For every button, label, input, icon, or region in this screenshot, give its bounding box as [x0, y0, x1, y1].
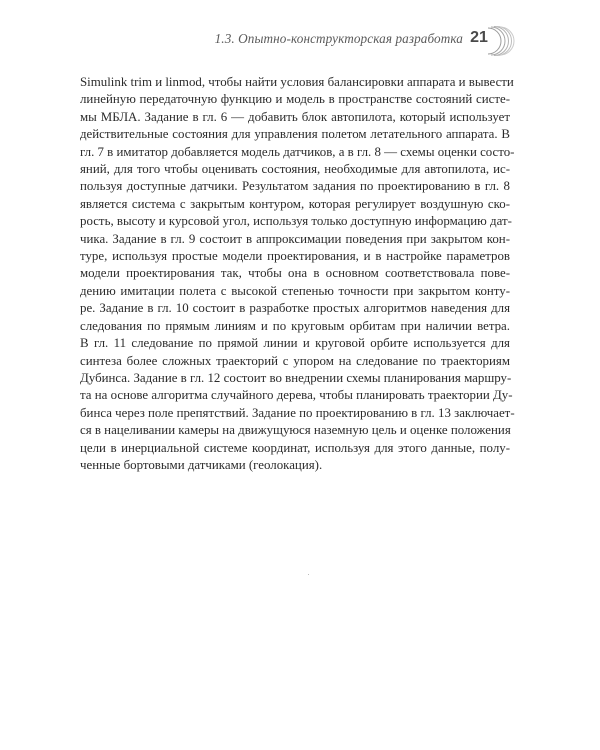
- text-line: ре. Задание в гл. 10 состоит в разработке простых алгоритмов наведения для: [80, 301, 510, 316]
- text-line: бинса через поле препятствий. Задание по проектированию в гл. 13 заключает-: [80, 405, 515, 420]
- text-line: та на основе алгоритма случайного дерева, чтобы планировать траектории Ду-: [80, 388, 513, 403]
- text-line: линейную передаточную функцию и модель в пространстве состояний систе-: [80, 92, 510, 107]
- text-line: ся в нацеливании камеры на движущуюся наземную цель и оценке положения: [80, 423, 511, 438]
- text-line: дению имитации полета с высокой степенью точности при закрытом конту-: [80, 283, 510, 298]
- text-line: туре, используя простые модели проектирования, и в настройке параметров: [80, 249, 510, 264]
- text-line: ченные бортовыми датчиками (геолокация).: [80, 457, 323, 472]
- arc-2: [491, 27, 505, 55]
- text-line: цели в инерциальной системе координат, используя для этого данные, полу-: [80, 440, 510, 455]
- text-line: следования по прямым линиям и по круговым орбитам при наличии ветра.: [80, 318, 510, 333]
- running-header: [0, 26, 600, 56]
- text-line: мы МБЛА. Задание в гл. 6 — добавить блок автопилота, который использует: [80, 109, 510, 124]
- scan-speck: [308, 574, 309, 575]
- arc-1: [488, 28, 501, 54]
- section-title: 1.3. Опытно-конструкторская разработка: [214, 31, 463, 46]
- text-line: модели проектирования так, чтобы она в основном соответствовала пове-: [80, 266, 510, 281]
- page-number-mark: [468, 26, 524, 56]
- page-number-arcs: [482, 26, 522, 56]
- body-paragraph: [80, 74, 515, 474]
- text-line: яний, для того чтобы оценивать состояния, необходимые для автопилота, ис-: [80, 162, 510, 177]
- text-line: действительные состояния для управления полетом летательного аппарата. В: [80, 127, 510, 142]
- text-line: В гл. 11 следование по прямой линии и круговой орбите используется для: [80, 336, 510, 351]
- page-number: 21: [470, 29, 488, 46]
- text-line: пользуя доступные датчики. Результатом задания по проектированию в гл. 8: [80, 179, 510, 194]
- text-line: является система с закрытым контуром, которая регулирует воздушную ско-: [80, 196, 510, 211]
- text-line: рость, высоту и курсовой угол, используя только доступную информацию дат-: [80, 214, 512, 229]
- text-line: чика. Задание в гл. 9 состоит в аппроксимации поведения при закрытом кон-: [80, 231, 510, 246]
- text-line: гл. 7 в имитатор добавляется модель датчиков, а в гл. 8 — схемы оценки состо-: [80, 144, 515, 159]
- text-line: Simulink trim и linmod, чтобы найти условия балансировки аппарата и вывести: [80, 75, 514, 89]
- text-line: Дубинса. Задание в гл. 12 состоит во внедрении схемы планирования маршру-: [80, 370, 512, 385]
- text-line: синтеза более сложных траекторий с упором на следование по траекториям: [80, 353, 510, 368]
